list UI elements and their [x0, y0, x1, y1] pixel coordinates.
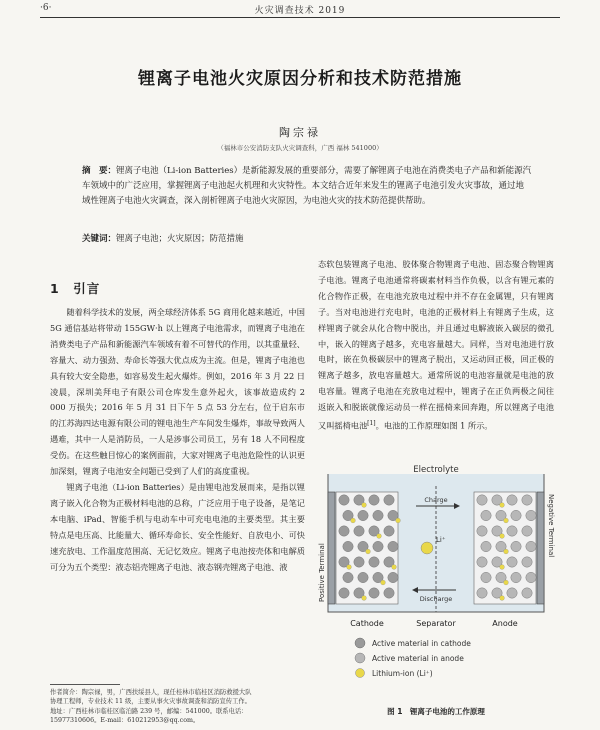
active-material-particle — [339, 526, 349, 536]
abstract-label: 摘 要： — [82, 166, 117, 176]
active-material-particle — [384, 588, 394, 598]
lithium-ion-particle — [504, 580, 509, 585]
separator-label: Separator — [416, 619, 456, 628]
legend-li-swatch — [356, 669, 365, 678]
active-material-particle — [339, 588, 349, 598]
keywords-label: 关键词： — [82, 234, 117, 244]
lithium-ion-particle — [392, 565, 397, 570]
journal-name: 火灾调查技术 2019 — [254, 6, 346, 16]
active-material-particle — [522, 495, 532, 505]
lithium-ion-particle — [500, 503, 505, 508]
legend-li: Lithium-ion (Li⁺) — [372, 669, 433, 678]
active-material-particle — [507, 495, 517, 505]
active-material-particle — [477, 495, 487, 505]
citation-marker: [1] — [367, 420, 376, 428]
lithium-ion-particle — [500, 596, 505, 601]
paragraph: 锂离子电池（Li-ion Batteries）是由锂电池发展而来，是指以锂离子嵌入化合物为正极材料电池的总称，广泛应用于电子设备，是笔记本电脑、iPad、智能手机与电动车中可充电电池的主要类型。其主要特点是电压高、比能量大、循环寿命长、安全性能好、自放电小、可快速充放电、工作温度范围高、无记忆效应。锂离子电池按壳体和电解质可分为五个类型：液态铝壳锂离子电池、液态钢壳锂离子电池、液 — [50, 481, 305, 572]
legend-anode-swatch — [355, 653, 365, 663]
footnote-line: 地址：广西桂林市临桂区临泊路 239 号，邮编：541000。联系电话： — [50, 707, 248, 715]
active-material-particle — [522, 588, 532, 598]
active-material-particle — [481, 572, 491, 582]
active-material-particle — [477, 588, 487, 598]
lithium-ion-particle — [504, 549, 509, 554]
positive-terminal — [328, 492, 335, 604]
footnote-line: 15977310606。E-mail：610212953@qq.com。 — [50, 717, 200, 725]
author-name: 陶宗禄 — [279, 126, 321, 139]
lithium-ion-particle — [366, 549, 371, 554]
discharge-label: Discharge — [419, 595, 453, 603]
active-material-particle — [373, 510, 383, 520]
paragraph: 随着科学技术的发展，两全球经济体系 5G 商用化越来越近，中国 5G 通信基站将带动 155GW·h 以上锂离子电池需求，而锂离子电池在消费类电子产品和新能源汽车领域有着不可替代的作用，以其重量轻、容量大、动力强劲、寿命长等强大优点成为主流。但是，锂离子电池也具有较大安全隐患，如容易发生起火爆炸。例如，2016 年 3 月 22 日凌晨，深圳美拜电子有限公司仓库发生意外起火，该事故造成约 2 000 万损失；2016 年 5 月 31 日下午 5 点 53 分左右，位于启东市的江苏海四达电源有限公司的锂电池生产车间发生爆炸，事故导致两人遇难，其中一人是消防员，一人是涉事公司员工，另有 18 人不同程度受伤。在这些触目惊心的案例面前，大家对锂离子电池危险性的认识更加深刻，锂离子电池安全问题已受到了人们的高度重视。 — [50, 307, 305, 477]
active-material-particle — [339, 495, 349, 505]
author-affiliation: （福林市公安消防支队火灾调查科，广西 福林 541000） — [217, 144, 383, 152]
lithium-ion — [421, 542, 433, 554]
keywords — [82, 232, 532, 247]
figure-caption: 图 1 锂离子电池的工作原理 — [387, 707, 485, 716]
left-column — [50, 305, 305, 575]
active-material-particle — [522, 557, 532, 567]
active-material-particle — [507, 526, 517, 536]
active-material-particle — [369, 557, 379, 567]
active-material-particle — [369, 495, 379, 505]
keywords-text: 锂离子电池；火灾原因；防范措施 — [116, 234, 244, 244]
active-material-particle — [373, 541, 383, 551]
lithium-ion-particle — [362, 503, 367, 508]
legend-anode: Active material in anode — [372, 654, 464, 663]
li-ion-label: Li⁺ — [436, 536, 446, 544]
active-material-particle — [526, 541, 536, 551]
charge-label: Charge — [424, 496, 448, 504]
paragraph-text: 。电池的工作原理如图 1 所示。 — [375, 420, 493, 431]
active-material-particle — [343, 541, 353, 551]
section-heading: 1 引言 — [50, 281, 101, 296]
electrolyte-label: Electrolyte — [413, 465, 459, 475]
active-material-particle — [358, 510, 368, 520]
legend-cathode-swatch — [355, 638, 365, 648]
footnote-rule — [50, 684, 120, 685]
lithium-ion-particle — [500, 565, 505, 570]
right-column — [318, 257, 554, 435]
author-footnote — [50, 688, 308, 726]
running-header — [40, 3, 560, 17]
active-material-particle — [526, 572, 536, 582]
lithium-ion-particle — [500, 534, 505, 539]
lithium-ion-particle — [504, 518, 509, 523]
active-material-particle — [358, 572, 368, 582]
active-material-particle — [511, 541, 521, 551]
active-material-particle — [343, 572, 353, 582]
active-material-particle — [507, 557, 517, 567]
footnote-line: 作者简介：陶宗禄，男，广西扶绥县人，现任桂林市临桂区消防救援大队 — [50, 689, 252, 696]
active-material-particle — [384, 526, 394, 536]
footnote-line: 协理工程师，专业技术 11 级，主要从事火灾事故调查和消防宣传工作。 — [50, 698, 251, 706]
active-material-particle — [354, 557, 364, 567]
abstract — [82, 164, 532, 209]
lithium-ion-particle — [347, 565, 352, 570]
lithium-ion-particle — [362, 596, 367, 601]
active-material-particle — [481, 510, 491, 520]
active-material-particle — [388, 572, 398, 582]
active-material-particle — [481, 541, 491, 551]
active-material-particle — [477, 526, 487, 536]
paragraph-text: 态软包装锂离子电池、胶体聚合物锂离子电池、固态聚合物锂离子电池。锂离子电池通常将碳素材料当作负极，以含有锂元素的化合物作正极，在电池充放电过程中并不存在金属锂，只有锂离子。当对电池进行充电时，电池的正极材料上有锂离子生成，这样锂离子就会从化合物中脱出，并且通过电解液嵌入碳层的微孔中，嵌入的锂离子越多，充电容量越大。同样，当对电池进行放电时，嵌在负极碳层中的锂离子脱出，又运动回正极，回正极的锂离子越多，放电容量越大。通常所说的电池容量就是电池的放电容量。锂离子电池在充放电过程中，锂离子在正负两极之间往返嵌入和脱嵌就像运动员一样在摇椅来回奔跑，所以锂离子电池又叫摇椅电池 — [318, 259, 554, 431]
lithium-ion-particle — [377, 534, 382, 539]
active-material-particle — [384, 495, 394, 505]
negative-terminal — [537, 492, 544, 604]
page-number: ·6· — [40, 3, 52, 13]
lithium-ion-particle — [381, 580, 386, 585]
active-material-particle — [507, 588, 517, 598]
header-rule — [40, 17, 560, 18]
anode-label: Anode — [492, 619, 518, 628]
negative-terminal-label: Negative Terminal — [547, 494, 555, 558]
active-material-particle — [526, 510, 536, 520]
article-title: 锂离子电池火灾原因分析和技术防范措施 — [138, 69, 462, 89]
lithium-ion-particle — [351, 518, 356, 523]
active-material-particle — [477, 557, 487, 567]
legend-cathode: Active material in cathode — [372, 639, 471, 648]
active-material-particle — [511, 510, 521, 520]
active-material-particle — [369, 588, 379, 598]
paragraph — [318, 257, 554, 435]
active-material-particle — [511, 572, 521, 582]
active-material-particle — [354, 526, 364, 536]
active-material-particle — [388, 541, 398, 551]
abstract-text: 锂离子电池（Li-ion Batteries）是新能源发展的重要部分，需要了解锂离子电池在消费类电子产品和新能源汽车领域中的广泛应用，掌握锂离子电池起火机理和火灾特性。本文结合近年来发生的锂离子电池引发火灾事故，通过地域性锂离子电池火灾调查，深入剖析锂离子电池火灾原因，为电池火灾的技术防范提供帮助。 — [82, 166, 532, 206]
active-material-particle — [522, 526, 532, 536]
lithium-ion-particle — [396, 518, 401, 523]
cathode-label: Cathode — [350, 619, 384, 628]
battery-diagram — [318, 462, 555, 704]
positive-terminal-label: Positive Terminal — [318, 543, 326, 602]
